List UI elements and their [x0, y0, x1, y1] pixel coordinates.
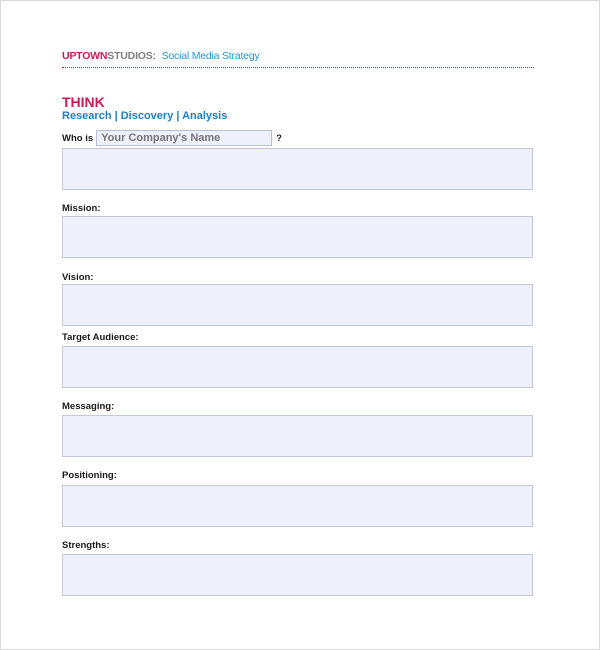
- vision-field[interactable]: [62, 284, 533, 326]
- positioning-label: Positioning:: [62, 470, 117, 481]
- mission-label: Mission:: [62, 203, 101, 214]
- mission-field[interactable]: [62, 216, 533, 258]
- document-title: Social Media Strategy: [161, 50, 260, 62]
- messaging-label: Messaging:: [62, 401, 115, 412]
- section-title: THINK: [62, 94, 105, 110]
- question-mark: ?: [276, 132, 282, 144]
- vision-label: Vision:: [62, 272, 94, 283]
- header-divider: [62, 67, 534, 68]
- brand-uptown: UPTOWN: [62, 50, 108, 62]
- who-is-label: Who is: [62, 132, 94, 144]
- target-audience-label: Target Audience:: [62, 332, 139, 343]
- positioning-field[interactable]: [62, 485, 533, 527]
- strengths-field[interactable]: [62, 554, 533, 596]
- strengths-label: Strengths:: [62, 540, 110, 551]
- section-subtitle: Research | Discovery | Analysis: [62, 110, 228, 122]
- brand-header: [62, 50, 260, 62]
- who-is-textarea[interactable]: [62, 148, 533, 190]
- company-name-row: [62, 129, 282, 147]
- target-audience-field[interactable]: [62, 346, 533, 388]
- company-name-input[interactable]: [96, 130, 272, 146]
- messaging-field[interactable]: [62, 415, 533, 457]
- brand-studios: STUDIOS:: [107, 50, 156, 62]
